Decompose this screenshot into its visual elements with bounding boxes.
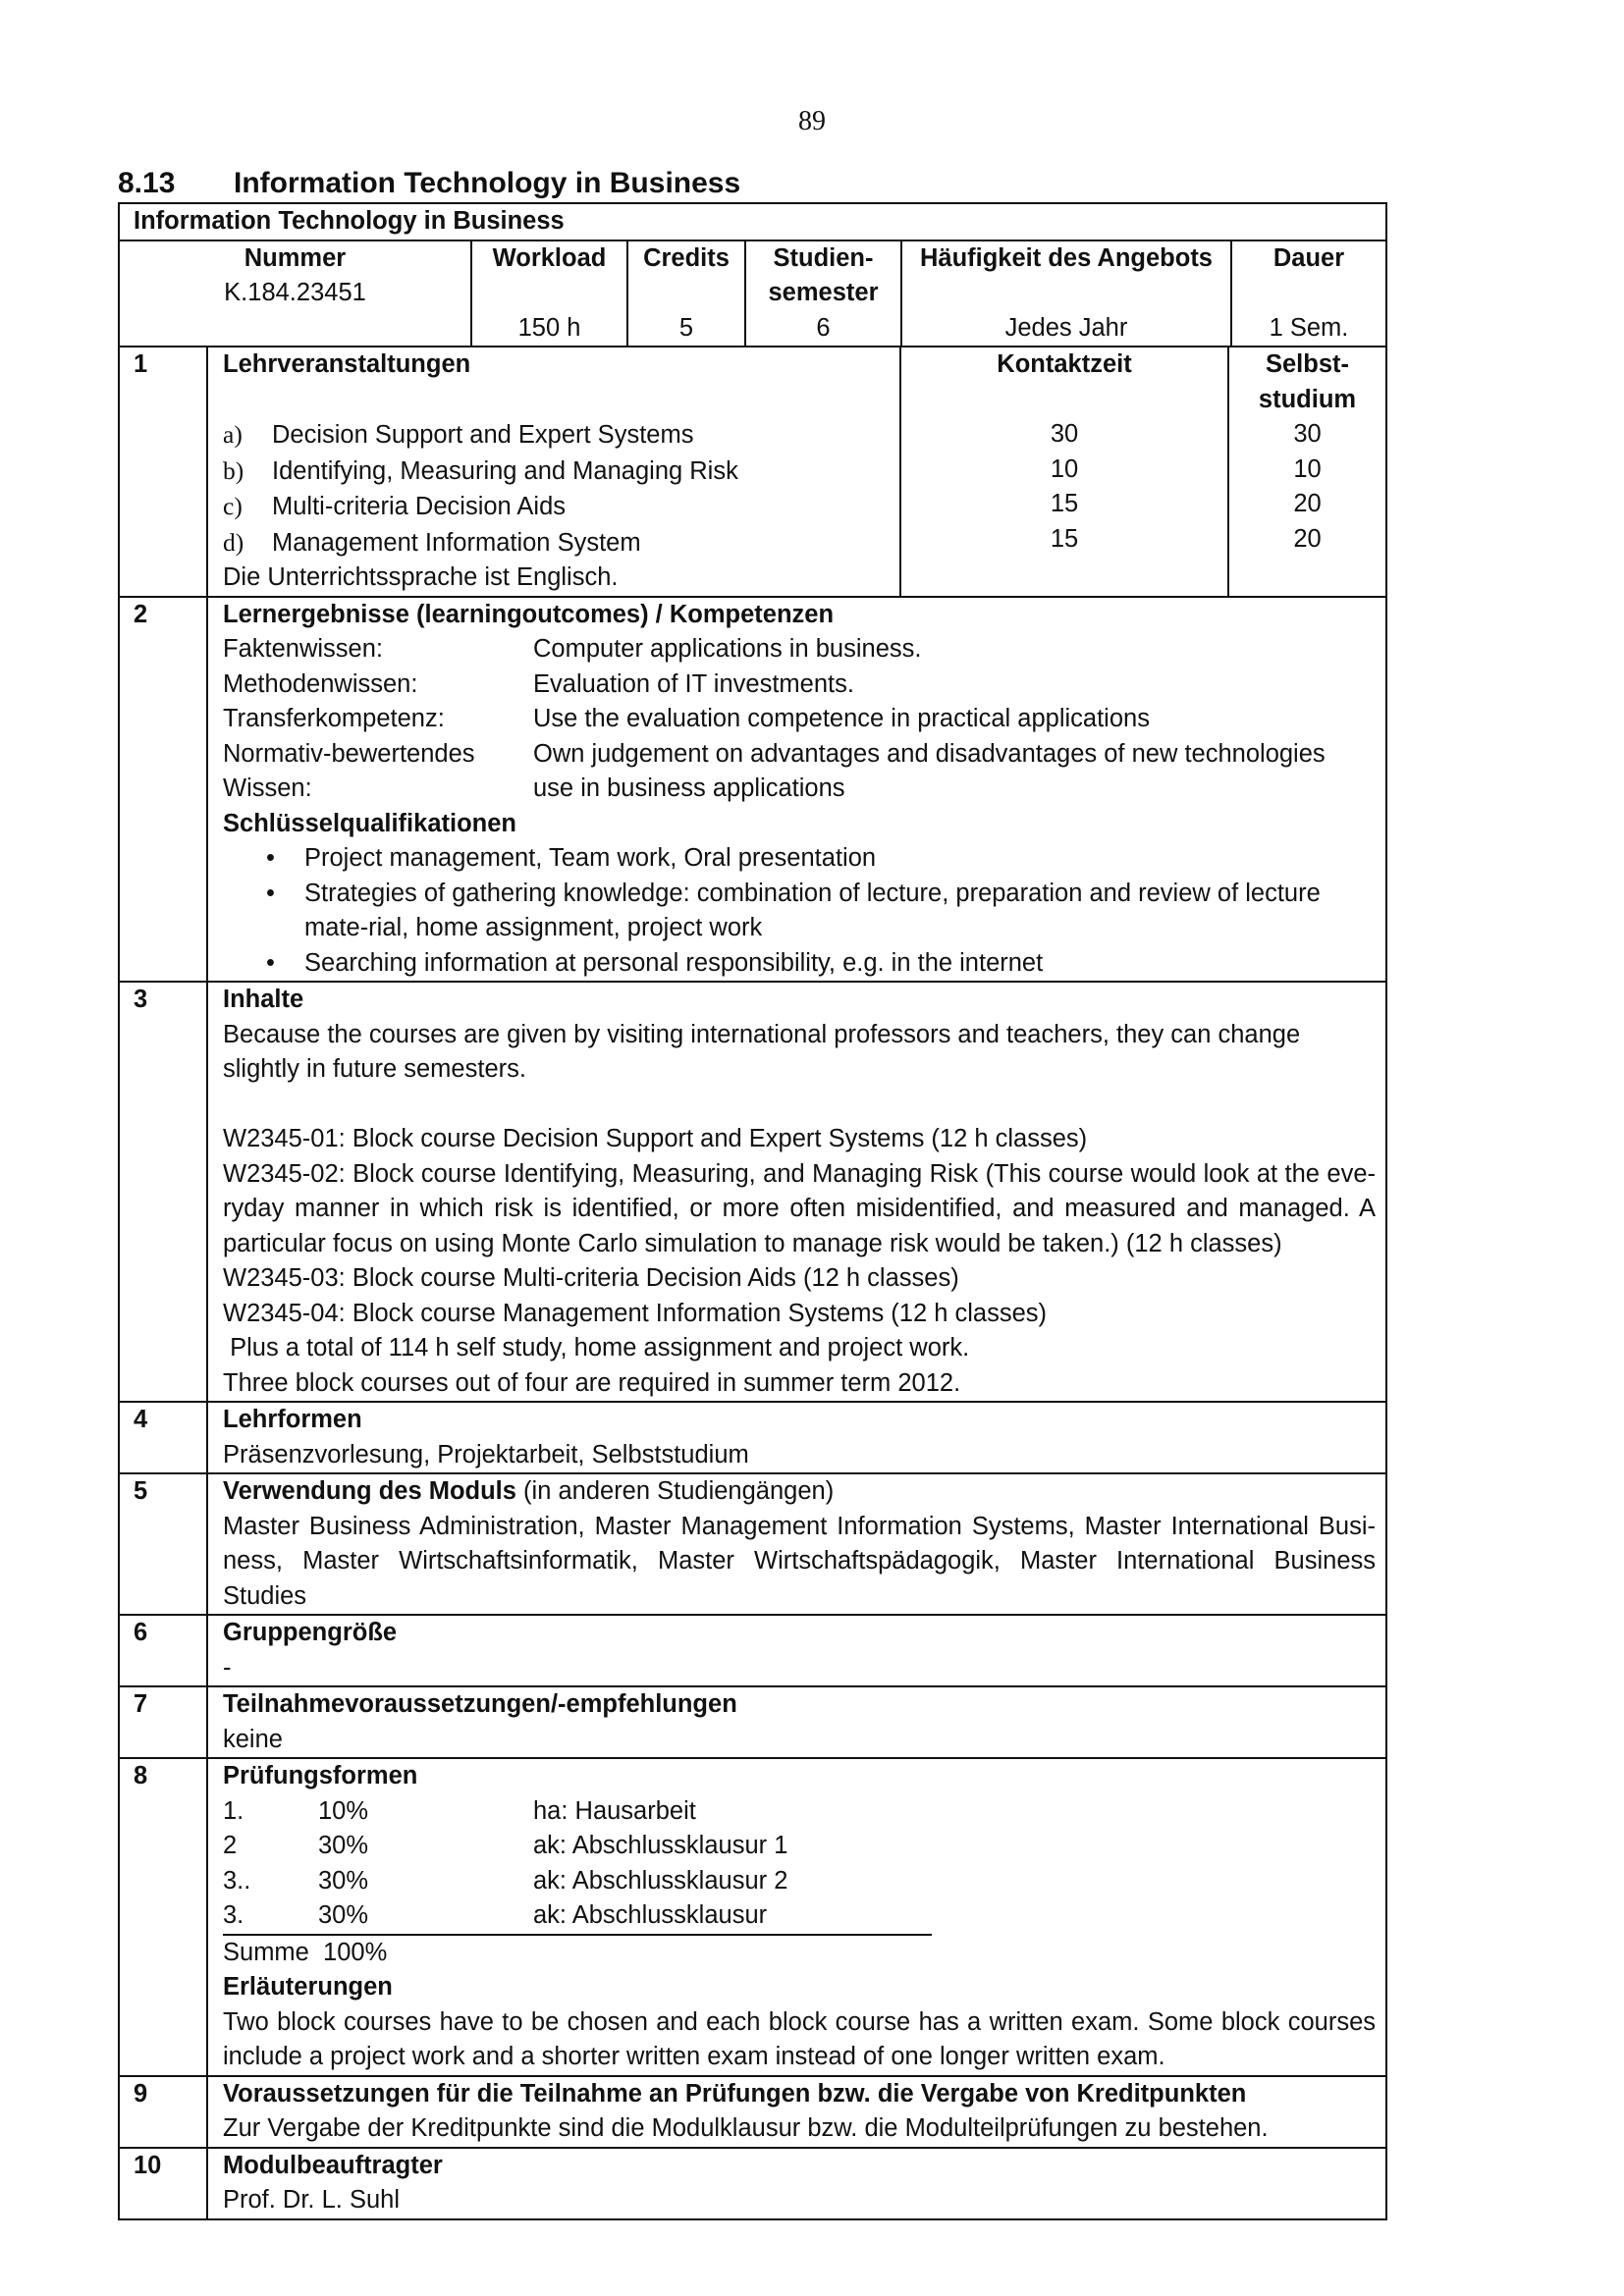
- verwendung-text: Master Business Administration, Master Management Information Systems, Master International Busi-ness, Master Wirtschaftsinformatik, Master Wirtschaftspädagogik, Master International Business Studies: [223, 1512, 1376, 1610]
- voraussetzungen-heading: Voraussetzungen für die Teilnahme an Prüfungen bzw. die Vergabe von Kreditpunkten: [223, 2079, 1247, 2108]
- erlaeuterungen-heading: Erläuterungen: [223, 1973, 393, 2001]
- qualification-list: [223, 841, 1376, 981]
- section-number: 8.13: [118, 167, 176, 199]
- haeufigkeit-cell: [902, 241, 1232, 347]
- list-item: • Strategies of gathering knowledge: combination of lecture, preparation and review of lecture mate-rial, home assignment, project work: [223, 877, 1376, 946]
- section-1-number: 1: [120, 347, 208, 596]
- nummer-cell: [120, 241, 472, 347]
- section-6-number: 6: [120, 1616, 208, 1685]
- lernergebnisse-heading: Lernergebnisse (learningoutcomes) / Kompetenzen: [223, 600, 835, 628]
- exam-item: 3.. 30% ak: Abschlussklausur 2: [223, 1866, 788, 1895]
- competence-item: Normativ-bewertendes Own judgement on advantages and disadvantages of new technologies: [223, 739, 1326, 768]
- teilnahme-text: keine: [223, 1725, 283, 1753]
- course-item: a) Decision Support and Expert Systems: [223, 420, 694, 449]
- studiensemester-cell: [746, 241, 902, 347]
- content-line: W2345-02: Block course Identifying, Measuring, and Managing Risk (This course would look at the eve-ryday manner in which risk is identified, or more often misidentified, and measured and managed. A particular focus on using Monte Carlo simulation to manage risk would be taken.) (12 h classes): [223, 1159, 1376, 1257]
- module-header-row: [120, 240, 1385, 347]
- inhalte-heading: Inhalte: [223, 986, 304, 1013]
- section-8-number: 8: [120, 1759, 208, 2075]
- credits-label: Credits: [643, 243, 730, 272]
- section-2-row: [120, 596, 1385, 982]
- section-6-row: [120, 1614, 1385, 1685]
- section-1-row: [120, 346, 1385, 596]
- section-9-row: [120, 2075, 1385, 2147]
- studiensemester-value: 6: [816, 313, 831, 342]
- section-8-row: [120, 1757, 1385, 2075]
- verwendung-heading: Verwendung des Moduls (in anderen Studiengängen): [223, 1477, 835, 1505]
- nummer-value: K.184.23451: [224, 279, 366, 306]
- competence-item: Faktenwissen: Computer applications in business.: [223, 635, 922, 663]
- section-heading: [118, 167, 740, 200]
- section-5-row: [120, 1472, 1385, 1614]
- competence-item: Methodenwissen: Evaluation of IT investments.: [223, 669, 854, 698]
- selbststudium-value: 30: [1293, 420, 1322, 448]
- content-line: W2345-01: Block course Decision Support and Expert Systems (12 h classes): [223, 1125, 1088, 1152]
- competence-item: Wissen: use in business applications: [223, 774, 845, 802]
- teilnahme-heading: Teilnahmevoraussetzungen/-empfehlungen: [223, 1690, 737, 1718]
- lehrveranstaltungen-heading: Lehrveranstaltungen: [223, 350, 471, 378]
- section-10-number: 10: [120, 2149, 208, 2218]
- page-number: 89: [798, 106, 826, 136]
- section-3-row: [120, 981, 1385, 1401]
- dauer-value: 1 Sem.: [1269, 313, 1349, 342]
- credits-cell: [628, 241, 746, 347]
- gruppengroesse-text: -: [223, 1653, 232, 1682]
- lehrveranstaltungen-cell: [208, 347, 901, 596]
- nummer-label: Nummer: [244, 243, 347, 272]
- section-10-row: [120, 2147, 1385, 2218]
- section-7-row: [120, 1685, 1385, 1757]
- list-item: • Searching information at personal responsibility, e.g. in the internet: [223, 946, 1376, 982]
- course-name: Multi-criteria Decision Aids: [272, 493, 567, 520]
- dauer-label: Dauer: [1272, 243, 1345, 272]
- inhalte-intro: Because the courses are given by visiting international professors and teachers, they can change slightly in future semesters.: [223, 1020, 1301, 1083]
- erlaeuterungen-text: Two block courses have to be chosen and each block course has a written exam. Some block courses include a project work and a shorter written exam instead of one longer written exam.: [223, 2007, 1376, 2070]
- studiensemester-label-1: Studien-: [773, 243, 874, 272]
- exam-item: 2 30% ak: Abschlussklausur 1: [223, 1832, 788, 1859]
- exam-item: 1. 10% ha: Hausarbeit: [223, 1796, 696, 1825]
- kontaktzeit-label: Kontaktzeit: [997, 350, 1132, 378]
- course-item: d) Management Information System: [223, 527, 641, 557]
- studiensemester-label-2: semester: [768, 279, 879, 306]
- kontaktzeit-value: 10: [1050, 454, 1079, 483]
- content-line: Plus a total of 114 h self study, home assignment and project work.: [223, 1334, 970, 1362]
- module-table: [118, 202, 1387, 2220]
- selbststudium-value: 20: [1293, 524, 1322, 553]
- section-5-number: 5: [120, 1474, 208, 1614]
- course-name: Management Information System: [272, 528, 641, 557]
- section-title: Information Technology in Business: [234, 167, 741, 199]
- exam-sum: Summe 100%: [223, 1938, 388, 1966]
- kontaktzeit-value: 15: [1050, 490, 1079, 517]
- pruefungsformen-heading: Prüfungsformen: [223, 1762, 418, 1789]
- section-4-number: 4: [120, 1403, 208, 1472]
- selbststudium-value: 10: [1293, 454, 1322, 483]
- haeufigkeit-label: Häufigkeit des Angebots: [919, 243, 1213, 272]
- dauer-cell: [1232, 241, 1385, 347]
- credits-value: 5: [678, 313, 694, 342]
- content-line: Three block courses out of four are required in summer term 2012.: [223, 1368, 961, 1397]
- list-item: • Project management, Team work, Oral presentation: [223, 841, 1376, 877]
- competence-item: Transferkompetenz: Use the evaluation competence in practical applications: [223, 705, 1150, 732]
- section-4-row: [120, 1401, 1385, 1472]
- section-7-number: 7: [120, 1687, 208, 1757]
- workload-value: 150 h: [517, 313, 581, 342]
- workload-label: Workload: [492, 243, 607, 272]
- selbststudium-cell: [1229, 347, 1385, 596]
- course-name: Decision Support and Expert Systems: [272, 421, 694, 449]
- module-title: Information Technology in Business: [134, 207, 565, 235]
- lehrformen-text: Präsenzvorlesung, Projektarbeit, Selbststudium: [223, 1440, 749, 1468]
- gruppengroesse-heading: Gruppengröße: [223, 1619, 398, 1646]
- haeufigkeit-value: Jedes Jahr: [1004, 313, 1128, 342]
- section-9-number: 9: [120, 2077, 208, 2147]
- modulbeauftragter-heading: Modulbeauftragter: [223, 2151, 443, 2179]
- kontaktzeit-value: 15: [1050, 524, 1079, 553]
- schluesselqualifikationen-heading: Schlüsselqualifikationen: [223, 809, 516, 837]
- exam-item: 3. 30% ak: Abschlussklausur: [223, 1898, 932, 1936]
- course-item: b) Identifying, Measuring and Managing Risk: [223, 455, 738, 485]
- selbststudium-label-1: Selbst-: [1265, 350, 1350, 378]
- kontaktzeit-cell: [901, 347, 1229, 596]
- selbststudium-value: 20: [1293, 490, 1322, 517]
- content-line: W2345-03: Block course Multi-criteria Decision Aids (12 h classes): [223, 1264, 959, 1292]
- kontaktzeit-value: 30: [1050, 420, 1079, 448]
- content-line: W2345-04: Block course Management Information Systems (12 h classes): [223, 1299, 1048, 1327]
- language-note: Die Unterrichtssprache ist Englisch.: [223, 563, 619, 591]
- lehrformen-heading: Lehrformen: [223, 1406, 362, 1433]
- course-name: Identifying, Measuring and Managing Risk: [272, 456, 738, 485]
- section-3-number: 3: [120, 983, 208, 1401]
- workload-cell: [472, 241, 628, 347]
- selbststudium-label-2: studium: [1258, 385, 1357, 413]
- course-item: c) Multi-criteria Decision Aids: [223, 492, 567, 520]
- section-2-number: 2: [120, 598, 208, 982]
- modulbeauftragter-text: Prof. Dr. L. Suhl: [223, 2186, 400, 2214]
- voraussetzungen-text: Zur Vergabe der Kreditpunkte sind die Modulklausur bzw. die Modulteilprüfungen zu bestehen.: [223, 2114, 1269, 2142]
